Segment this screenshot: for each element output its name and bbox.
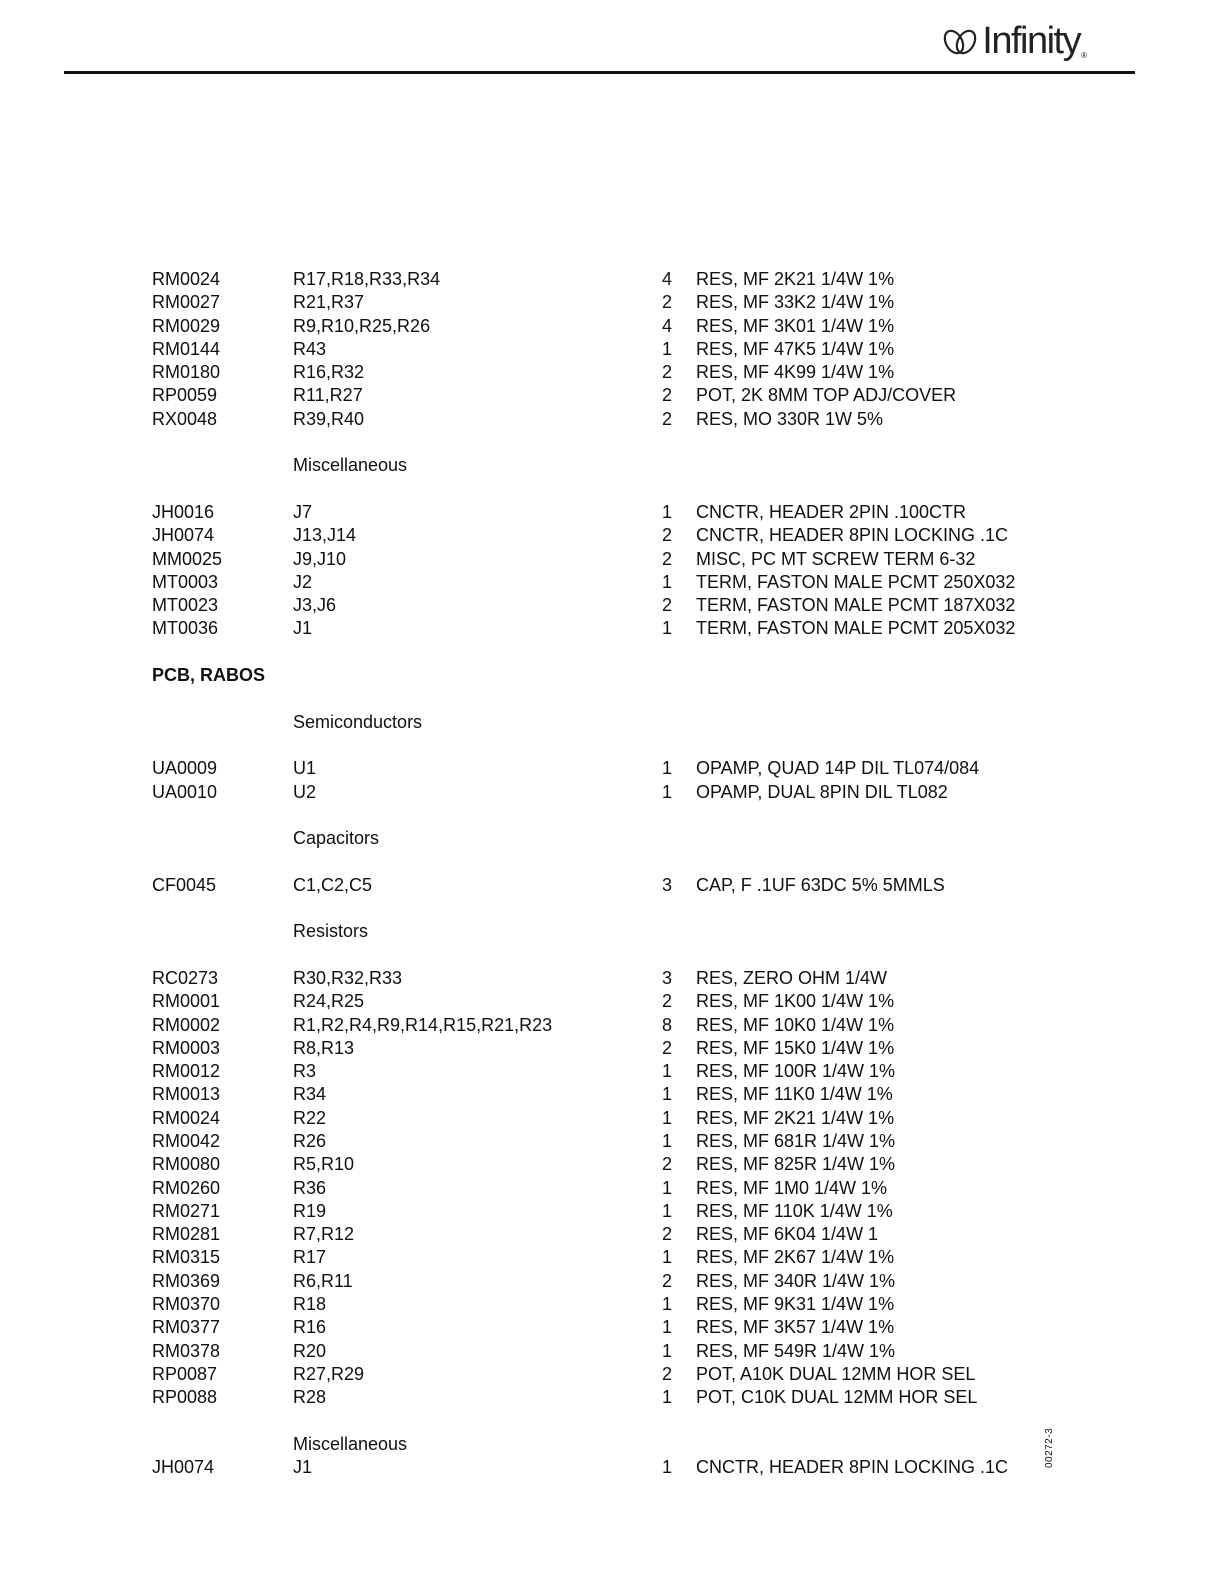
quantity: 3 — [662, 874, 673, 895]
quantity: 1 — [662, 1387, 673, 1408]
resistors-section — [152, 967, 1052, 1410]
table-row — [152, 1107, 1052, 1130]
quantity: 1 — [662, 1294, 673, 1315]
table-row — [152, 1130, 1052, 1153]
reference-designator: R7,R12 — [293, 1224, 355, 1245]
subsection-title — [152, 711, 1052, 734]
top-misc-section — [152, 501, 1052, 641]
description: MISC, PC MT SCREW TERM 6-32 — [696, 548, 976, 569]
description: OPAMP, DUAL 8PIN DIL TL082 — [696, 781, 948, 802]
reference-designator: R1,R2,R4,R9,R14,R15,R21,R23 — [293, 1014, 553, 1035]
description: POT, A10K DUAL 12MM HOR SEL — [696, 1363, 976, 1384]
quantity: 4 — [662, 315, 673, 336]
description: RES, MF 3K01 1/4W 1% — [696, 315, 895, 336]
reference-designator: R18 — [293, 1294, 327, 1315]
capacitors-title: Capacitors — [293, 828, 380, 849]
part-number: RM0024 — [152, 1107, 221, 1128]
description: RES, MF 10K0 1/4W 1% — [696, 1014, 895, 1035]
reference-designator: R22 — [293, 1107, 327, 1128]
reference-designator: R17 — [293, 1247, 327, 1268]
description: RES, MF 2K21 1/4W 1% — [696, 269, 895, 289]
reference-designator: J2 — [293, 571, 313, 592]
description: RES, MF 9K31 1/4W 1% — [696, 1294, 895, 1315]
part-number: JH0016 — [152, 501, 215, 522]
description: RES, MF 4K99 1/4W 1% — [696, 362, 895, 383]
description: TERM, FASTON MALE PCMT 205X032 — [696, 618, 1016, 639]
quantity: 1 — [662, 1177, 673, 1198]
quantity: 8 — [662, 1014, 673, 1035]
brand-name: Infinity — [982, 20, 1081, 62]
part-number: RM0027 — [152, 292, 221, 313]
table-row — [152, 361, 1052, 384]
table-row — [152, 315, 1052, 338]
table-row — [152, 1200, 1052, 1223]
part-number: RP0087 — [152, 1363, 218, 1384]
part-number: JH0074 — [152, 1457, 215, 1478]
part-number: RM0003 — [152, 1037, 221, 1058]
part-number: MT0036 — [152, 618, 219, 639]
reference-designator: C1,C2,C5 — [293, 874, 373, 895]
quantity: 1 — [662, 1061, 673, 1082]
table-row — [152, 1153, 1052, 1176]
description: RES, MF 6K04 1/4W 1 — [696, 1224, 879, 1245]
part-number: RM0029 — [152, 315, 221, 336]
part-number: MT0023 — [152, 595, 219, 616]
description: TERM, FASTON MALE PCMT 250X032 — [696, 571, 1016, 592]
reference-designator: R19 — [293, 1200, 327, 1221]
part-number: JH0074 — [152, 525, 215, 546]
pcb-misc-section — [152, 1456, 1052, 1479]
table-row — [152, 1363, 1052, 1386]
part-number: RM0024 — [152, 269, 221, 289]
part-number: CF0045 — [152, 874, 217, 895]
infinity-logo-icon — [942, 24, 980, 58]
quantity: 2 — [662, 525, 673, 546]
table-row — [152, 594, 1052, 617]
description: POT, C10K DUAL 12MM HOR SEL — [696, 1387, 978, 1408]
table-row — [152, 338, 1052, 361]
quantity: 2 — [662, 1224, 673, 1245]
quantity: 1 — [662, 618, 673, 639]
description: TERM, FASTON MALE PCMT 187X032 — [696, 595, 1016, 616]
part-number: RM0080 — [152, 1154, 221, 1175]
quantity: 1 — [662, 1247, 673, 1268]
semiconductors-section — [152, 757, 1052, 804]
table-row — [152, 1386, 1052, 1409]
table-row — [152, 617, 1052, 640]
group-title — [152, 664, 1052, 687]
description: RES, MF 2K67 1/4W 1% — [696, 1247, 895, 1268]
semiconductors-title: Semiconductors — [293, 711, 423, 732]
reference-designator: R20 — [293, 1340, 327, 1361]
part-number: RP0059 — [152, 385, 218, 406]
description: RES, MF 2K21 1/4W 1% — [696, 1107, 895, 1128]
table-row — [152, 1293, 1052, 1316]
description: RES, MF 100R 1/4W 1% — [696, 1061, 896, 1082]
table-row — [152, 1083, 1052, 1106]
quantity: 1 — [662, 1084, 673, 1105]
trademark-symbol: ® — [1081, 50, 1087, 60]
table-row — [152, 1316, 1052, 1339]
subsection-title — [152, 454, 1052, 477]
reference-designator: J13,J14 — [293, 525, 357, 546]
misc-title: Miscellaneous — [293, 1433, 408, 1454]
quantity: 3 — [662, 967, 673, 988]
part-number: RM0370 — [152, 1294, 221, 1315]
reference-designator: J3,J6 — [293, 595, 337, 616]
quantity: 1 — [662, 1130, 673, 1151]
resistors-title: Resistors — [293, 921, 369, 942]
quantity: 1 — [662, 338, 673, 359]
table-row — [152, 1060, 1052, 1083]
table-row — [152, 781, 1052, 804]
reference-designator: R3 — [293, 1061, 317, 1082]
quantity: 1 — [662, 1340, 673, 1361]
reference-designator: R21,R37 — [293, 292, 365, 313]
quantity: 2 — [662, 385, 673, 406]
part-number: RM0001 — [152, 991, 221, 1012]
part-number: RM0144 — [152, 338, 221, 359]
description: CNCTR, HEADER 8PIN LOCKING .1C — [696, 525, 1009, 546]
part-number: RM0377 — [152, 1317, 221, 1338]
description: POT, 2K 8MM TOP ADJ/COVER — [696, 385, 957, 406]
table-row — [152, 990, 1052, 1013]
part-number: RM0012 — [152, 1061, 221, 1082]
reference-designator: R16 — [293, 1317, 327, 1338]
description: RES, MF 1K00 1/4W 1% — [696, 991, 895, 1012]
part-number: UA0010 — [152, 781, 218, 802]
part-number: MM0025 — [152, 548, 223, 569]
quantity: 4 — [662, 269, 673, 289]
table-row — [152, 291, 1052, 314]
reference-designator: R34 — [293, 1084, 327, 1105]
description: RES, MF 1M0 1/4W 1% — [696, 1177, 888, 1198]
quantity: 2 — [662, 362, 673, 383]
part-number: RM0002 — [152, 1014, 221, 1035]
reference-designator: U1 — [293, 758, 317, 779]
quantity: 1 — [662, 758, 673, 779]
quantity: 1 — [662, 1457, 673, 1478]
quantity: 1 — [662, 571, 673, 592]
quantity: 2 — [662, 1154, 673, 1175]
subsection-title — [152, 1433, 1052, 1456]
reference-designator: R27,R29 — [293, 1363, 365, 1384]
reference-designator: R8,R13 — [293, 1037, 355, 1058]
quantity: 2 — [662, 1037, 673, 1058]
description: RES, MF 110K 1/4W 1% — [696, 1200, 893, 1221]
table-row — [152, 1340, 1052, 1363]
part-number: UA0009 — [152, 758, 218, 779]
reference-designator: R6,R11 — [293, 1270, 353, 1291]
reference-designator: R26 — [293, 1130, 327, 1151]
reference-designator: R5,R10 — [293, 1154, 355, 1175]
parts-list — [152, 268, 1052, 1479]
table-row — [152, 571, 1052, 594]
part-number: RM0260 — [152, 1177, 221, 1198]
reference-designator: J1 — [293, 618, 313, 639]
part-number: RC0273 — [152, 967, 219, 988]
description: CNCTR, HEADER 8PIN LOCKING .1C — [696, 1457, 1009, 1478]
table-row — [152, 967, 1052, 990]
header-rule — [64, 71, 1135, 74]
part-number: RM0271 — [152, 1200, 221, 1221]
reference-designator: R36 — [293, 1177, 327, 1198]
part-number: RM0013 — [152, 1084, 221, 1105]
table-row — [152, 757, 1052, 780]
part-number: MT0003 — [152, 571, 219, 592]
description: RES, ZERO OHM 1/4W — [696, 967, 888, 988]
part-number: RM0042 — [152, 1130, 221, 1151]
reference-designator: R9,R10,R25,R26 — [293, 315, 431, 336]
table-row — [152, 1246, 1052, 1269]
description: RES, MF 549R 1/4W 1% — [696, 1340, 896, 1361]
reference-designator: R24,R25 — [293, 991, 365, 1012]
part-number: RM0369 — [152, 1270, 221, 1291]
reference-designator: J1 — [293, 1457, 313, 1478]
table-row — [152, 1014, 1052, 1037]
quantity: 1 — [662, 501, 673, 522]
top-resistor-section — [152, 268, 1052, 431]
subsection-title — [152, 827, 1052, 850]
table-row — [152, 1456, 1052, 1479]
part-number: RP0088 — [152, 1387, 218, 1408]
reference-designator: U2 — [293, 781, 317, 802]
quantity: 1 — [662, 1107, 673, 1128]
reference-designator: R16,R32 — [293, 362, 365, 383]
description: RES, MF 15K0 1/4W 1% — [696, 1037, 895, 1058]
description: RES, MF 340R 1/4W 1% — [696, 1270, 896, 1291]
subsection-title — [152, 920, 1052, 943]
part-number: RM0378 — [152, 1340, 221, 1361]
reference-designator: R11,R27 — [293, 385, 363, 406]
table-row — [152, 1177, 1052, 1200]
capacitors-section — [152, 874, 1052, 897]
pcb-title: PCB, RABOS — [152, 665, 266, 686]
part-number: RM0180 — [152, 362, 221, 383]
table-row — [152, 268, 1052, 291]
part-number: RM0281 — [152, 1224, 221, 1245]
description: RES, MF 825R 1/4W 1% — [696, 1154, 896, 1175]
quantity: 1 — [662, 1200, 673, 1221]
table-row — [152, 408, 1052, 431]
table-row — [152, 1270, 1052, 1293]
table-row — [152, 524, 1052, 547]
quantity: 2 — [662, 1363, 673, 1384]
table-row — [152, 384, 1052, 407]
quantity: 2 — [662, 991, 673, 1012]
description: RES, MF 681R 1/4W 1% — [696, 1130, 896, 1151]
quantity: 2 — [662, 1270, 673, 1291]
document-id: 00272-3 — [1044, 1427, 1055, 1468]
reference-designator: R39,R40 — [293, 408, 365, 429]
description: RES, MF 47K5 1/4W 1% — [696, 338, 895, 359]
quantity: 1 — [662, 781, 673, 802]
description: CAP, F .1UF 63DC 5% 5MMLS — [696, 874, 945, 895]
part-number: RM0315 — [152, 1247, 221, 1268]
reference-designator: R17,R18,R33,R34 — [293, 269, 441, 289]
quantity: 2 — [662, 595, 673, 616]
table-row — [152, 874, 1052, 897]
part-number: RX0048 — [152, 408, 218, 429]
quantity: 2 — [662, 292, 673, 313]
reference-designator: R30,R32,R33 — [293, 967, 403, 988]
reference-designator: R43 — [293, 338, 327, 359]
quantity: 2 — [662, 548, 673, 569]
description: RES, MF 11K0 1/4W 1% — [696, 1084, 893, 1105]
table-row — [152, 1223, 1052, 1246]
reference-designator: J7 — [293, 501, 313, 522]
brand-logo — [942, 22, 1086, 60]
table-row — [152, 1037, 1052, 1060]
description: OPAMP, QUAD 14P DIL TL074/084 — [696, 758, 980, 779]
description: CNCTR, HEADER 2PIN .100CTR — [696, 501, 967, 522]
quantity: 2 — [662, 408, 673, 429]
description: RES, MF 33K2 1/4W 1% — [696, 292, 895, 313]
table-row — [152, 501, 1052, 524]
table-row — [152, 548, 1052, 571]
description: RES, MO 330R 1W 5% — [696, 408, 884, 429]
description: RES, MF 3K57 1/4W 1% — [696, 1317, 895, 1338]
reference-designator: R28 — [293, 1387, 327, 1408]
reference-designator: J9,J10 — [293, 548, 347, 569]
misc-title: Miscellaneous — [293, 455, 408, 476]
quantity: 1 — [662, 1317, 673, 1338]
